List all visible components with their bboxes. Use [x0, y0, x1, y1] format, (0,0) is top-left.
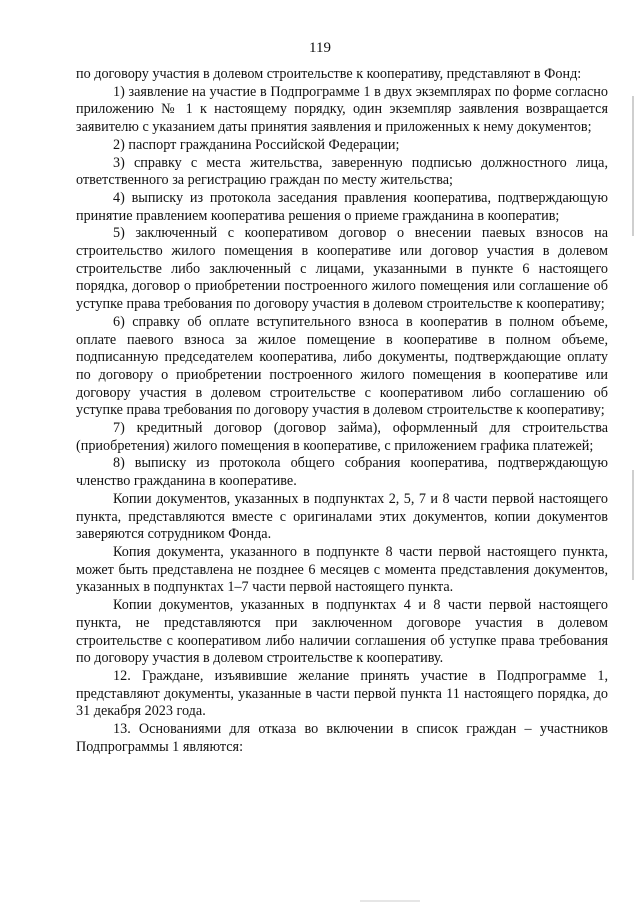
list-item-contract: 5) заключенный с кооперативом договор о внесении паевых взносов на строительство жилого помещения в кооперативе или договор участия в долевом строительстве либо заключенный с лицами, указанными в пункте 6 настоящего порядка, договор о приобретении построенного жилого помещения или соглашение об уступке права требования по договору участия в долевом строительстве к кооперативу; [76, 225, 608, 313]
clause-13: 13. Основаниями для отказа во включении в список граждан – участников Подпрограммы 1 являются: [76, 721, 608, 755]
list-item-passport: 2) паспорт гражданина Российской Федерации; [113, 136, 400, 153]
list-item-residence-certificate: 3) справку с места жительства, заверенную подписью должностного лица, ответственного за регистрацию граждан по месту жительства; [76, 154, 608, 189]
list-item-application: 1) заявление на участие в Подпрограмме 1 в двух экземплярах по форме согласно приложению № 1 к настоящему порядку, один экземпляр заявления возвращается заявителю с указанием даты принятия заявления и приложенных к нему документов; [76, 83, 608, 136]
list-item-payment-certificate: 6) справку об оплате вступительного взноса в кооператив в полном объеме, оплате паевого взноса за жилое помещение в кооперативе в полном объеме, подписанную председателем кооператива, либо документы, подтверждающие оплату по договору о приобретении построенного жилого помещения в кооперативе или договору участия в долевом строительстве с кооперативом либо соглашению об уступке права требования по договору участия в долевом строительстве к кооперативу; [76, 313, 608, 419]
paragraph-copies-not-required: Копии документов, указанных в подпунктах 4 и 8 части первой настоящего пункта, не представляются при заключенном договоре участия в долевом строительстве с кооперативом либо наличии соглашения об уступке права требования по договору участия в долевом строительстве к кооперативу. [76, 597, 608, 667]
scan-margin-shadow [632, 96, 634, 236]
list-item-loan-agreement: 7) кредитный договор (договор займа), оформленный для строительства (приобретения) жилого помещения в кооперативе, с приложением графика платежей; [76, 420, 608, 454]
paragraph-continuation: по договору участия в долевом строительстве к кооперативу, представляют в Фонд: [76, 66, 582, 82]
page-number: 119 [309, 40, 331, 56]
list-item-general-meeting-extract: 8) выписку из протокола общего собрания кооператива, подтверждающую членство гражданина в кооперативе. [76, 455, 608, 490]
clause-12: 12. Граждане, изъявившие желание принять участие в Подпрограмме 1, представляют документы, указанные в части первой пункта 11 настоящего порядка, до 31 декабря 2023 года. [76, 667, 608, 720]
scan-margin-shadow [632, 470, 634, 580]
document-body [76, 66, 608, 756]
scan-artifact [360, 900, 420, 902]
list-item-board-minutes-extract: 4) выписку из протокола заседания правления кооператива, подтверждающую принятие правлением кооператива решения о приеме гражданина в кооператив; [76, 189, 608, 224]
paragraph-copies-with-originals: Копии документов, указанных в подпунктах 2, 5, 7 и 8 части первой настоящего пункта, представляются вместе с оригиналами этих документов, копии документов заверяются сотрудником Фонда. [76, 490, 608, 543]
paragraph-copy-deadline: Копия документа, указанного в подпункте 8 части первой настоящего пункта, может быть представлена не позднее 6 месяцев с момента представления документов, указанных в подпунктах 1–7 части первой настоящего пункта. [76, 543, 608, 596]
